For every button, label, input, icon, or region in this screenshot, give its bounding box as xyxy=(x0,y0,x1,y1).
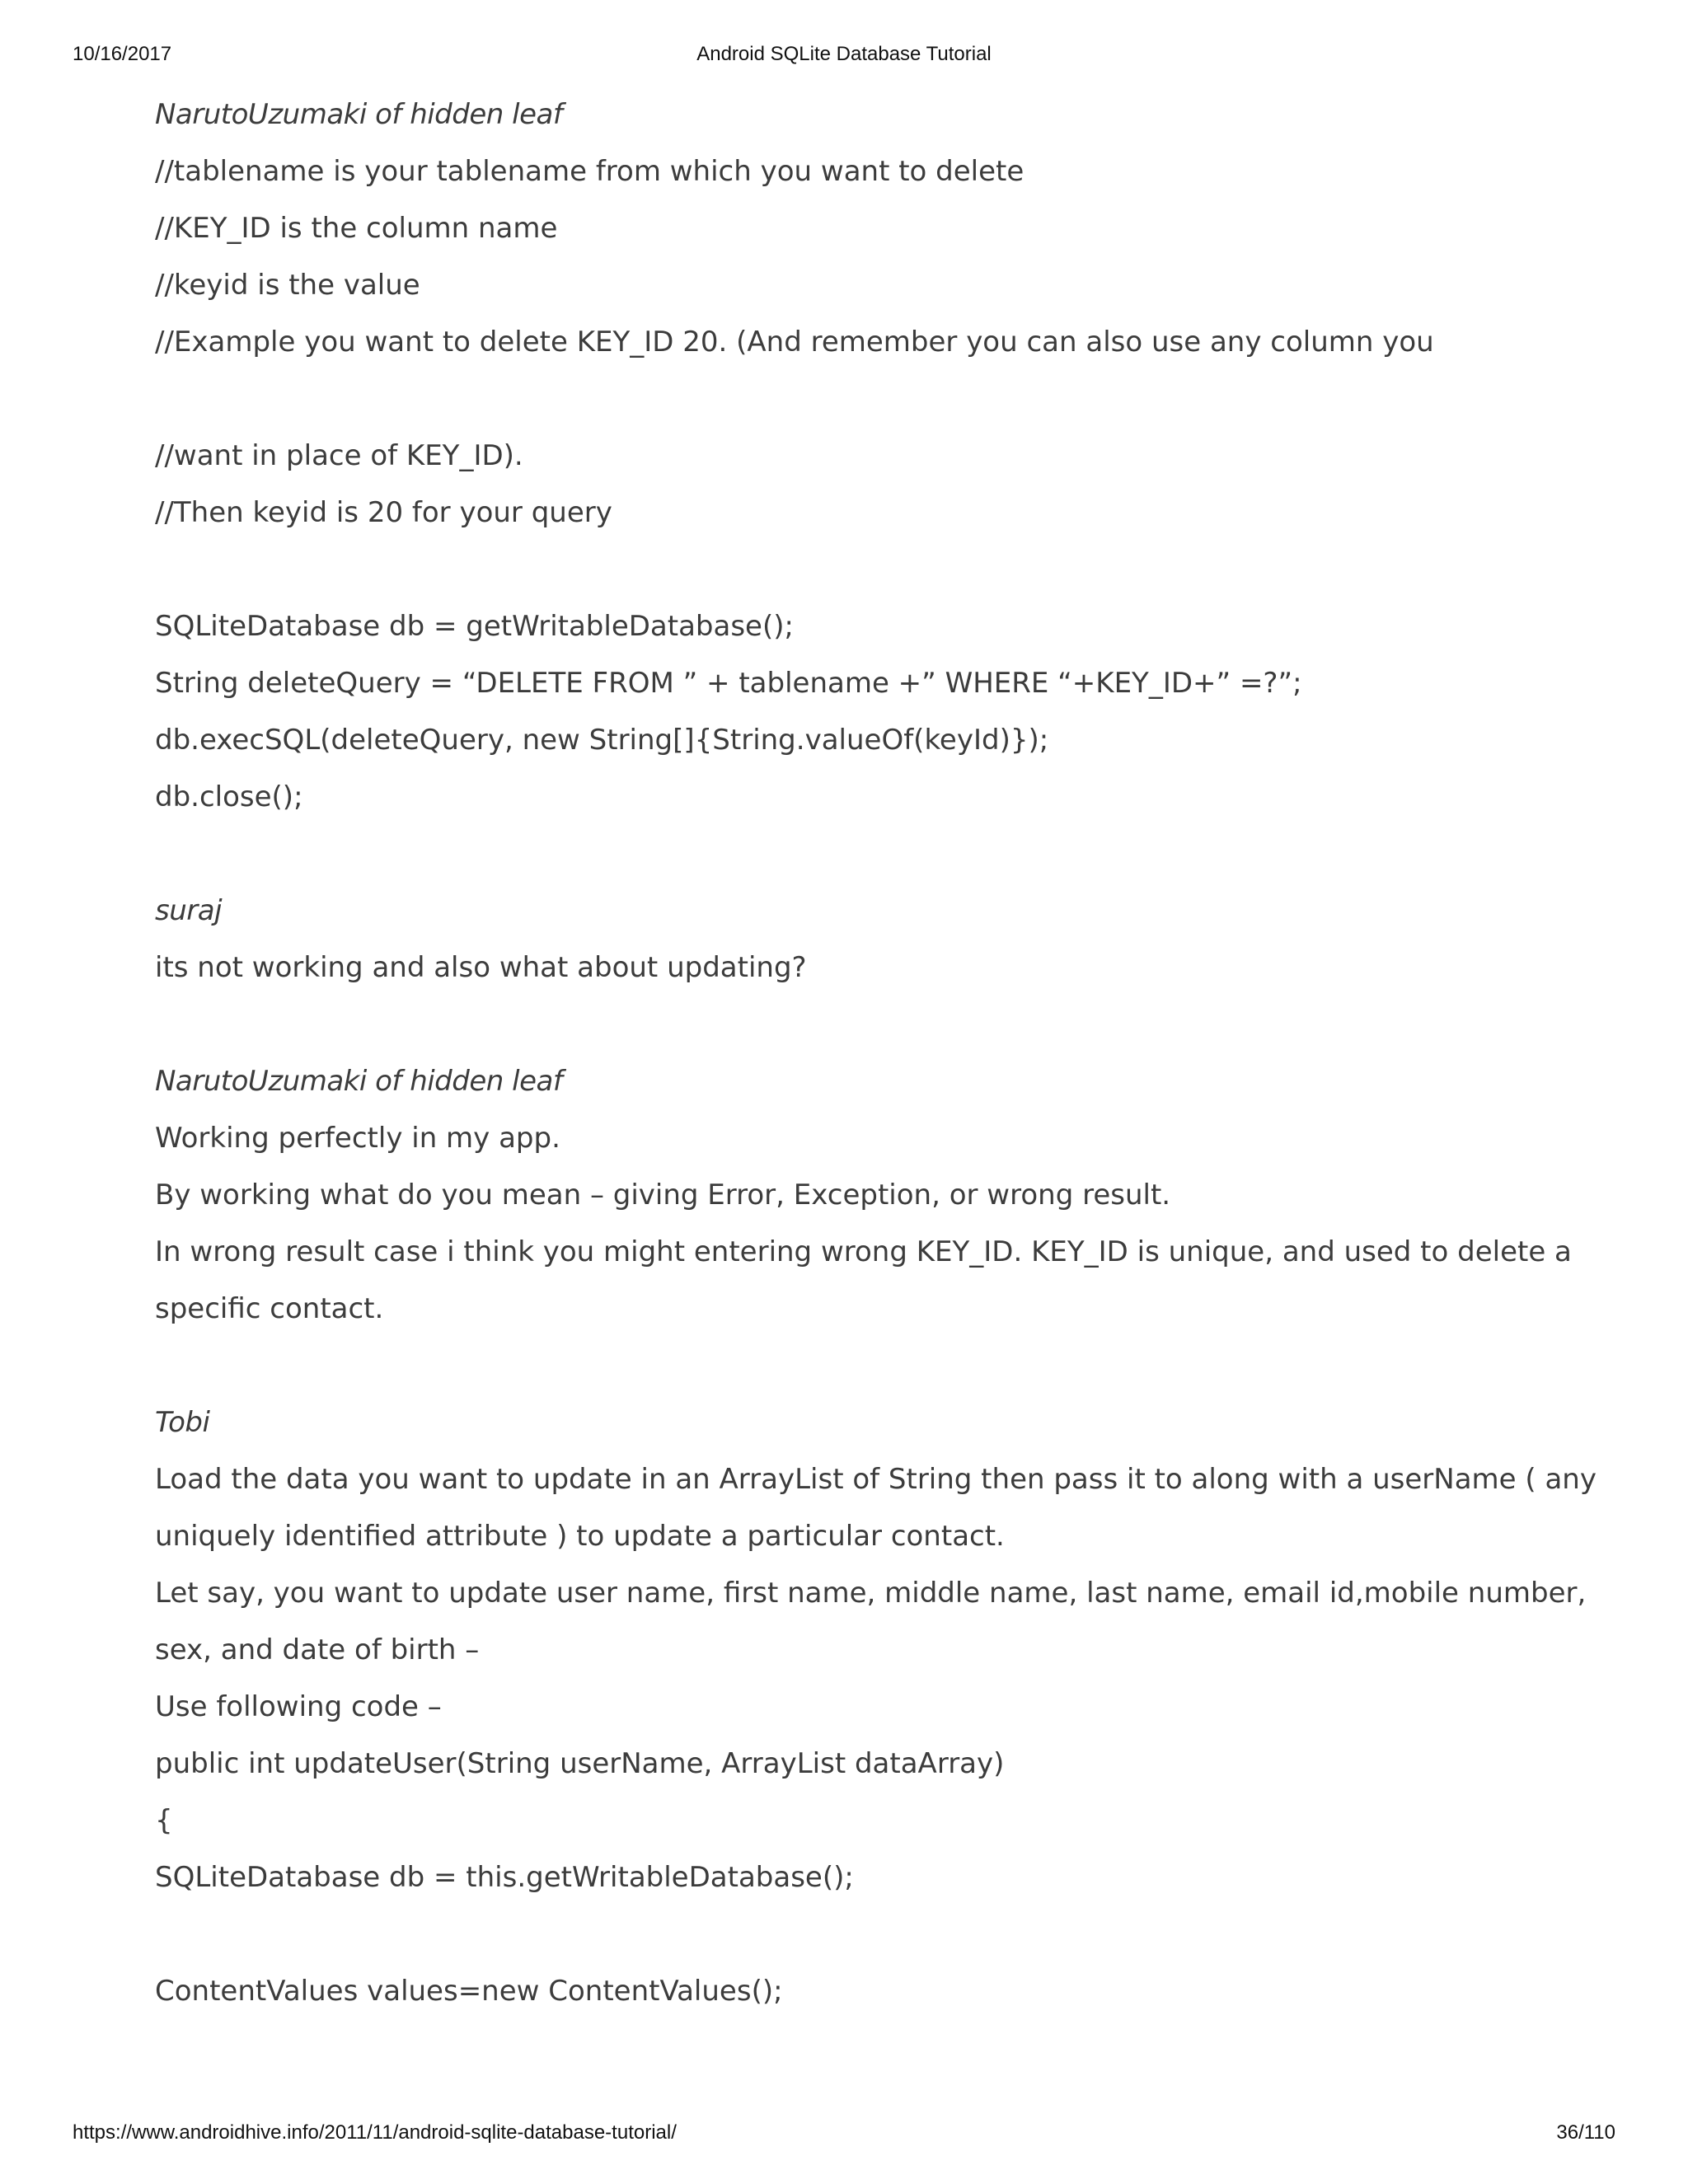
comment-line: db.execSQL(deleteQuery, new String[]{String.valueOf(keyId)}); xyxy=(155,724,1049,757)
comment-line: uniquely identified attribute ) to update a particular contact. xyxy=(155,1520,1005,1553)
comment-spacer xyxy=(155,996,1556,1053)
comment-line: Let say, you want to update user name, first name, middle name, last name, email id,mobile number, xyxy=(155,1577,1587,1610)
comment-line: //tablename is your tablename from which you want to delete xyxy=(155,155,1025,188)
footer-url: https://www.androidhive.info/2011/11/android-sqlite-database-tutorial/ xyxy=(73,2121,677,2144)
comment-line: //Example you want to delete KEY_ID 20. (And remember you can also use any column you xyxy=(155,326,1434,359)
comment-line xyxy=(155,371,1556,428)
comment-line: By working what do you mean – giving Error, Exception, or wrong result. xyxy=(155,1179,1171,1212)
comment-author: NarutoUzumaki of hidden leaf xyxy=(155,98,563,131)
page-number: 36/110 xyxy=(1556,2121,1615,2144)
comment-line: //Then keyid is 20 for your query xyxy=(155,496,612,529)
comment-line: //KEY_ID is the column name xyxy=(155,212,558,245)
comment-line: SQLiteDatabase db = getWritableDatabase(); xyxy=(155,610,794,643)
comment-spacer xyxy=(155,1338,1556,1394)
comment-line: its not working and also what about updating? xyxy=(155,951,807,984)
comment-line: Use following code – xyxy=(155,1690,442,1723)
page-title: Android SQLite Database Tutorial xyxy=(696,43,992,65)
comment-line xyxy=(155,1906,1556,1963)
comment-line: public int updateUser(String userName, ArrayList dataArray) xyxy=(155,1747,1005,1780)
comment-author: NarutoUzumaki of hidden leaf xyxy=(155,1065,563,1098)
print-date: 10/16/2017 xyxy=(73,43,172,65)
comment-line: sex, and date of birth – xyxy=(155,1633,480,1666)
comment-line: Working perfectly in my app. xyxy=(155,1122,560,1155)
comment-spacer xyxy=(155,826,1556,883)
comment-line xyxy=(155,541,1556,598)
comment-line: Load the data you want to update in an ArrayList of String then pass it to along with a userName ( any xyxy=(155,1463,1597,1496)
comment-line: String deleteQuery = “DELETE FROM ” + tablename +” WHERE “+KEY_ID+” =?”; xyxy=(155,667,1302,700)
comment-line: //keyid is the value xyxy=(155,269,420,302)
comment-line: In wrong result case i think you might entering wrong KEY_ID. KEY_ID is unique, and used to delete a xyxy=(155,1235,1572,1268)
comment-line: { xyxy=(155,1804,173,1837)
comment-author: Tobi xyxy=(155,1406,210,1439)
comment-line: db.close(); xyxy=(155,780,303,813)
comment-author: suraj xyxy=(155,894,223,927)
comment-line: //want in place of KEY_ID). xyxy=(155,439,523,472)
comment-line: specific contact. xyxy=(155,1292,384,1325)
comment-line: ContentValues values=new ContentValues(); xyxy=(155,1975,783,2008)
comments-content xyxy=(155,87,1597,2020)
comment-line: SQLiteDatabase db = this.getWritableDatabase(); xyxy=(155,1861,854,1894)
